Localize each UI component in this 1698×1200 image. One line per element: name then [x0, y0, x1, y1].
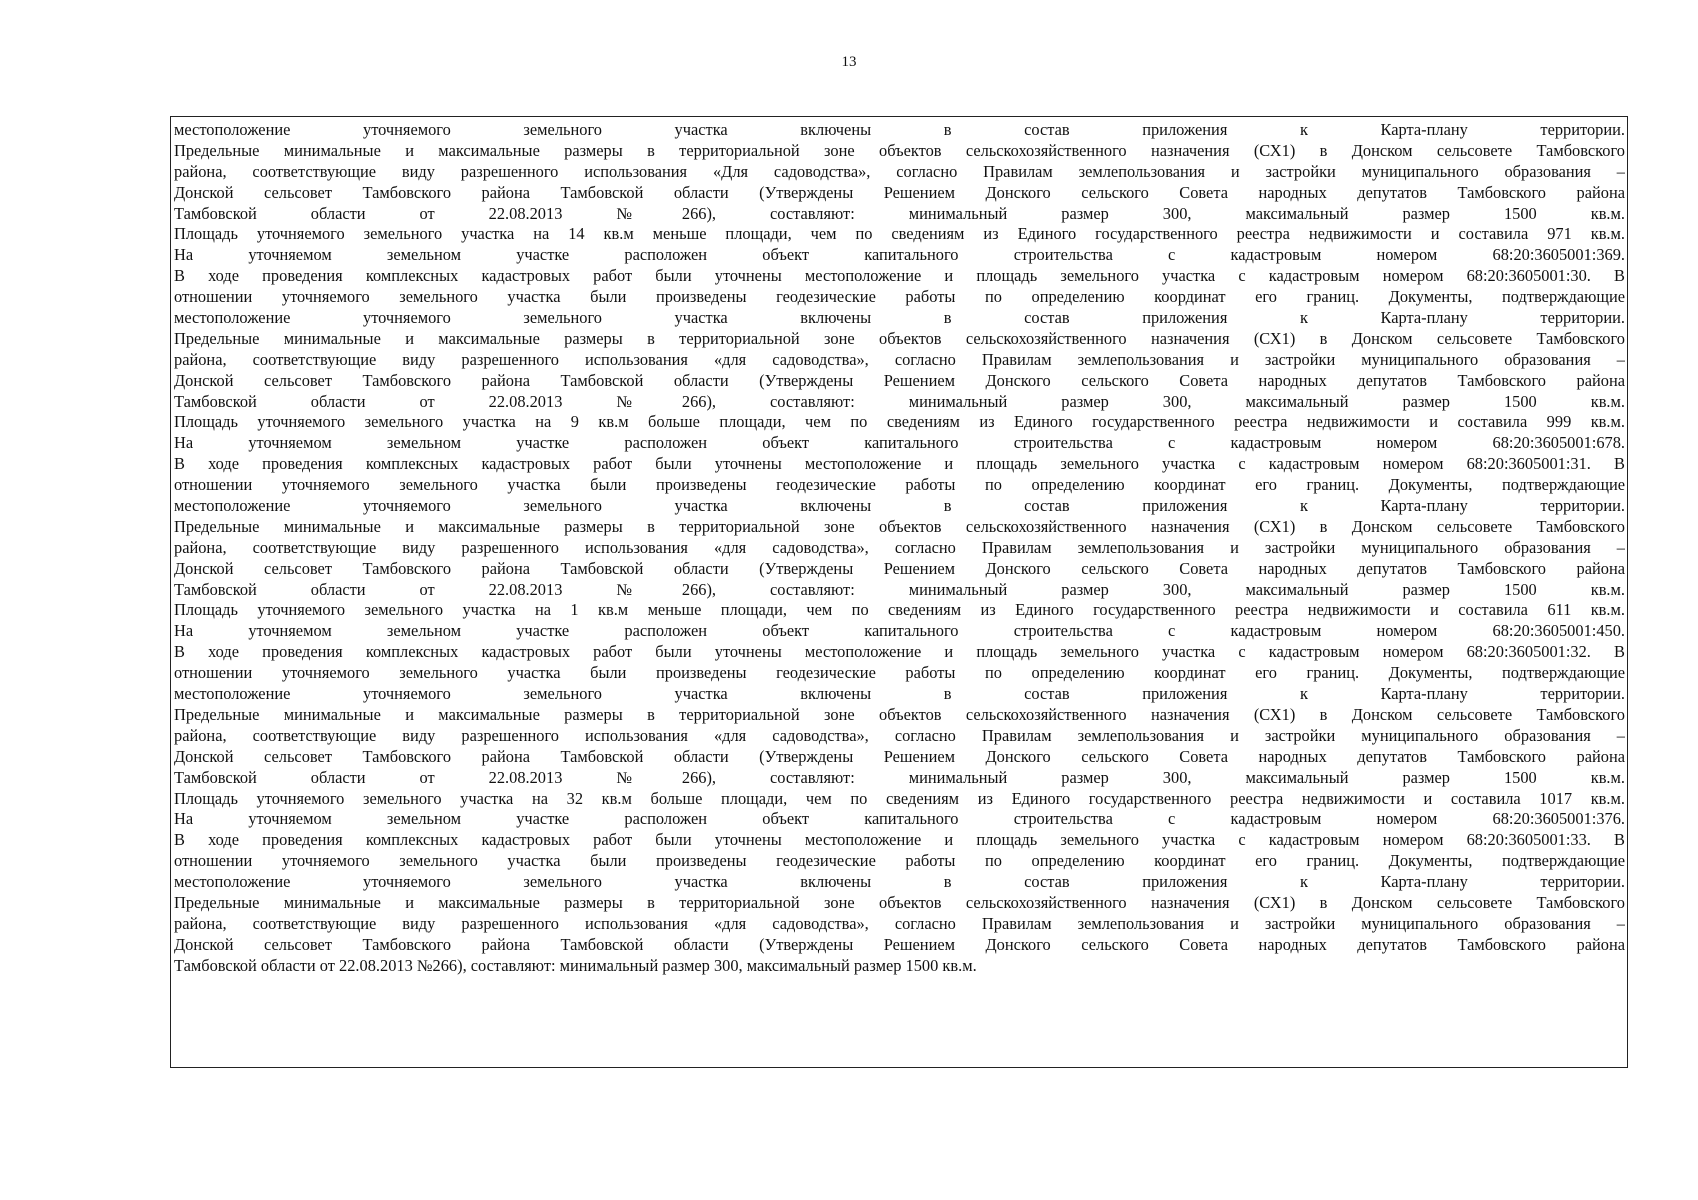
text-line: Предельные минимальные и максимальные размеры в территориальной зоне объектов сельскохозяйственного назначения (СХ1) в Донском сельсовете Тамбовского	[174, 892, 1625, 912]
text-line: отношении уточняемого земельного участка были произведены геодезические работы по определению координат его границ. Документы, подтверждающие	[174, 851, 1625, 871]
text-line: местоположение уточняемого земельного участка включены в состав приложения к Карта-плану территории.	[174, 496, 1625, 516]
text-line: местоположение уточняемого земельного участка включены в состав приложения к Карта-плану территории.	[174, 872, 1625, 892]
text-line: Площадь уточняемого земельного участка на 14 кв.м меньше площади, чем по сведениям из Единого государственного реестра недвижимости и составила 971 кв.м.	[174, 224, 1625, 244]
text-line: Донской сельсовет Тамбовского района Тамбовской области (Утверждены Решением Донского сельского Совета народных депутатов Тамбовского района	[174, 746, 1625, 766]
text-line: Донской сельсовет Тамбовского района Тамбовской области (Утверждены Решением Донского сельского Совета народных депутатов Тамбовского района	[174, 182, 1625, 202]
text-line: Донской сельсовет Тамбовского района Тамбовской области (Утверждены Решением Донского сельского Совета народных депутатов Тамбовского района	[174, 370, 1625, 390]
text-line: Предельные минимальные и максимальные размеры в территориальной зоне объектов сельскохозяйственного назначения (СХ1) в Донском сельсовете Тамбовского	[174, 328, 1625, 348]
text-line: Площадь уточняемого земельного участка на 32 кв.м больше площади, чем по сведениям из Единого государственного реестра недвижимости и составила 1017 кв.м.	[174, 788, 1625, 808]
text-line: В ходе проведения комплексных кадастровых работ были уточнены местоположение и площадь земельного участка с кадастровым номером 68:20:3605001:33. В	[174, 830, 1625, 850]
text-frame	[170, 116, 1628, 1068]
text-line: Предельные минимальные и максимальные размеры в территориальной зоне объектов сельскохозяйственного назначения (СХ1) в Донском сельсовете Тамбовского	[174, 704, 1625, 724]
text-line: На уточняемом земельном участке расположен объект капитального строительства с кадастровым номером 68:20:3605001:369.	[174, 245, 1625, 265]
text-line: Тамбовской области от 22.08.2013 №266), составляют: минимальный размер 300, максимальный размер 1500 кв.м.	[174, 203, 1625, 223]
text-line: района, соответствующие виду разрешенного использования «для садоводства», согласно Правилам землепользования и застройки муниципального образования –	[174, 537, 1625, 557]
text-line: района, соответствующие виду разрешенного использования «для садоводства», согласно Правилам землепользования и застройки муниципального образования –	[174, 725, 1625, 745]
text-line: Площадь уточняемого земельного участка на 1 кв.м меньше площади, чем по сведениям из Единого государственного реестра недвижимости и составила 611 кв.м.	[174, 600, 1625, 620]
text-line: района, соответствующие виду разрешенного использования «Для садоводства», согласно Правилам землепользования и застройки муниципального образования –	[174, 161, 1625, 181]
text-line: отношении уточняемого земельного участка были произведены геодезические работы по определению координат его границ. Документы, подтверждающие	[174, 287, 1625, 307]
text-line: Предельные минимальные и максимальные размеры в территориальной зоне объектов сельскохозяйственного назначения (СХ1) в Донском сельсовете Тамбовского	[174, 516, 1625, 536]
text-line: На уточняемом земельном участке расположен объект капитального строительства с кадастровым номером 68:20:3605001:678.	[174, 433, 1625, 453]
text-line: Предельные минимальные и максимальные размеры в территориальной зоне объектов сельскохозяйственного назначения (СХ1) в Донском сельсовете Тамбовского	[174, 140, 1625, 160]
text-line: местоположение уточняемого земельного участка включены в состав приложения к Карта-плану территории.	[174, 684, 1625, 704]
text-line: района, соответствующие виду разрешенного использования «для садоводства», согласно Правилам землепользования и застройки муниципального образования –	[174, 349, 1625, 369]
text-line: В ходе проведения комплексных кадастровых работ были уточнены местоположение и площадь земельного участка с кадастровым номером 68:20:3605001:32. В	[174, 642, 1625, 662]
text-line: Тамбовской области от 22.08.2013 №266), составляют: минимальный размер 300, максимальный размер 1500 кв.м.	[174, 767, 1625, 787]
page-number: 13	[841, 54, 857, 70]
document-body	[174, 120, 1625, 977]
text-line: На уточняемом земельном участке расположен объект капитального строительства с кадастровым номером 68:20:3605001:450.	[174, 621, 1625, 641]
text-line: Тамбовской области от 22.08.2013 №266), составляют: минимальный размер 300, максимальный размер 1500 кв.м.	[174, 579, 1625, 599]
text-line: Площадь уточняемого земельного участка на 9 кв.м больше площади, чем по сведениям из Единого государственного реестра недвижимости и составила 999 кв.м.	[174, 412, 1625, 432]
text-line: В ходе проведения комплексных кадастровых работ были уточнены местоположение и площадь земельного участка с кадастровым номером 68:20:3605001:31. В	[174, 454, 1625, 474]
text-line: местоположение уточняемого земельного участка включены в состав приложения к Карта-плану территории.	[174, 308, 1625, 328]
text-line: района, соответствующие виду разрешенного использования «для садоводства», согласно Правилам землепользования и застройки муниципального образования –	[174, 913, 1625, 933]
text-line: На уточняемом земельном участке расположен объект капитального строительства с кадастровым номером 68:20:3605001:376.	[174, 809, 1625, 829]
text-line: отношении уточняемого земельного участка были произведены геодезические работы по определению координат его границ. Документы, подтверждающие	[174, 475, 1625, 495]
text-line: В ходе проведения комплексных кадастровых работ были уточнены местоположение и площадь земельного участка с кадастровым номером 68:20:3605001:30. В	[174, 266, 1625, 286]
text-line: Тамбовской области от 22.08.2013 №266), составляют: минимальный размер 300, максимальный размер 1500 кв.м.	[174, 391, 1625, 411]
text-line: отношении уточняемого земельного участка были произведены геодезические работы по определению координат его границ. Документы, подтверждающие	[174, 663, 1625, 683]
text-line: Тамбовской области от 22.08.2013 №266), составляют: минимальный размер 300, максимальный размер 1500 кв.м.	[174, 955, 977, 975]
text-line: Донской сельсовет Тамбовского района Тамбовской области (Утверждены Решением Донского сельского Совета народных депутатов Тамбовского района	[174, 934, 1625, 954]
text-line: местоположение уточняемого земельного участка включены в состав приложения к Карта-плану территории.	[174, 120, 1625, 139]
text-line: Донской сельсовет Тамбовского района Тамбовской области (Утверждены Решением Донского сельского Совета народных депутатов Тамбовского района	[174, 558, 1625, 578]
